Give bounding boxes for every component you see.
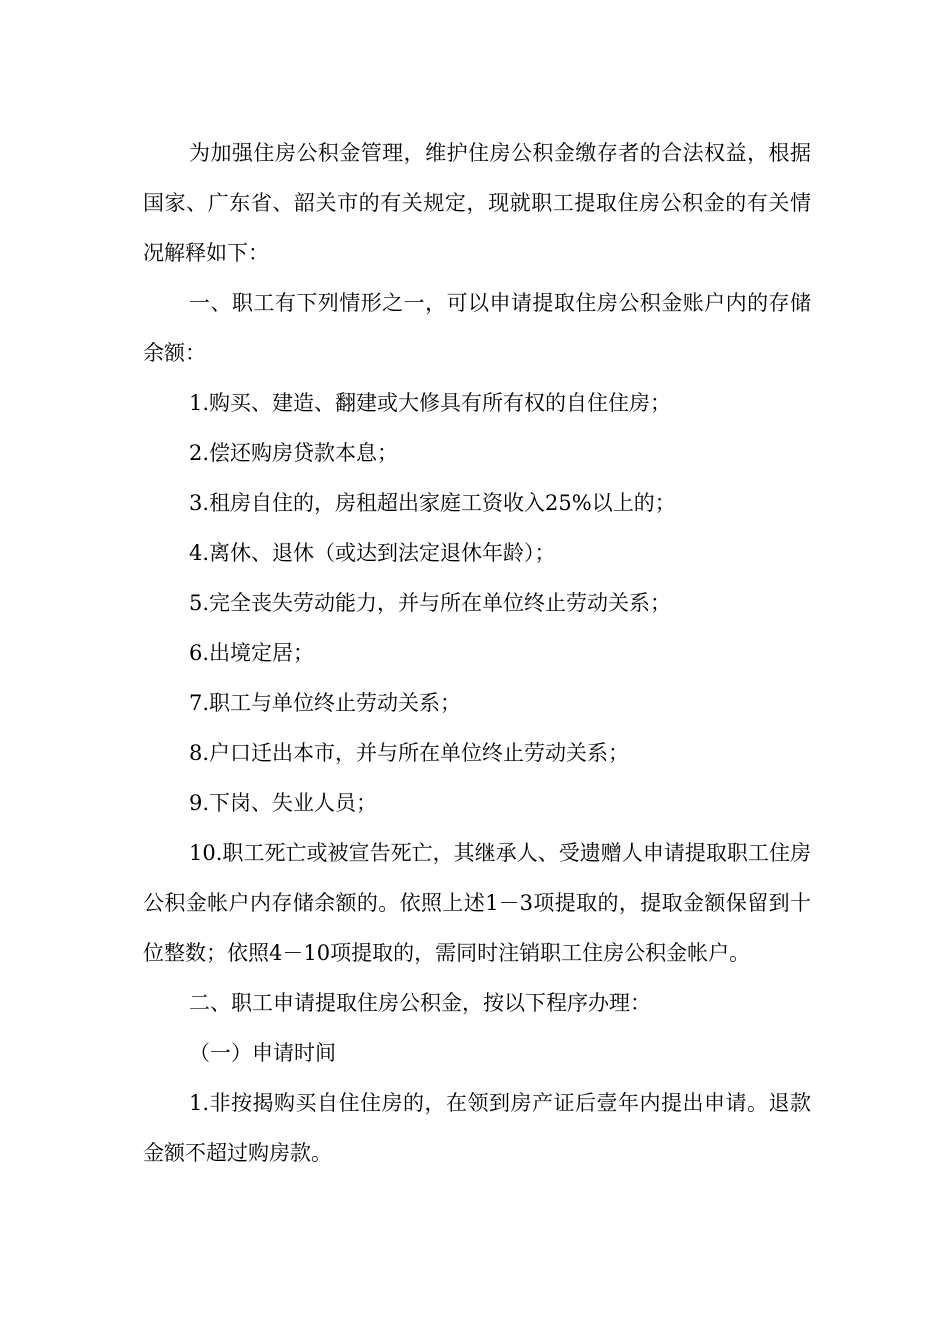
list-item-6: 6.出境定居； <box>189 641 315 665</box>
list-item-8: 8.户口迁出本市，并与所在单位终止劳动关系； <box>189 741 630 765</box>
intro-paragraph: 为加强住房公积金管理，维护住房公积金缴存者的合法权益，根据国家、广东省、韶关市的有关规定，现就职工提取住房公积金的有关情况解释如下： <box>143 141 811 265</box>
list-item-3: 3.租房自住的，房租超出家庭工资收入25%以上的； <box>189 491 676 515</box>
document-page <box>143 128 811 1178</box>
list-item-1: 1.购买、建造、翻建或大修具有所有权的自住住房； <box>189 391 672 415</box>
list-item-9: 9.下岗、失业人员； <box>189 791 378 815</box>
section-two-heading: 二、职工申请提取住房公积金，按以下程序办理： <box>189 991 651 1015</box>
list-item-4: 4.离休、退休（或达到法定退休年龄）； <box>189 541 556 565</box>
section-one-heading: 一、职工有下列情形之一，可以申请提取住房公积金账户内的存储余额： <box>143 291 811 365</box>
list-item-10: 10.职工死亡或被宣告死亡，其继承人、受遗赠人申请提取职工住房公积金帐户内存储余额的。依照上述1－3项提取的，提取金额保留到十位整数；依照4－10项提取的，需同时注销职工住房公积金帐户。 <box>143 841 811 965</box>
procedure-item-1: 1.非按揭购买自住住房的，在领到房产证后壹年内提出申请。退款金额不超过购房款。 <box>143 1091 811 1165</box>
list-item-5: 5.完全丧失劳动能力，并与所在单位终止劳动关系； <box>189 591 672 615</box>
subsection-heading: （一）申请时间 <box>189 1041 336 1065</box>
list-item-7: 7.职工与单位终止劳动关系； <box>189 691 462 715</box>
list-item-2: 2.偿还购房贷款本息； <box>189 441 399 465</box>
